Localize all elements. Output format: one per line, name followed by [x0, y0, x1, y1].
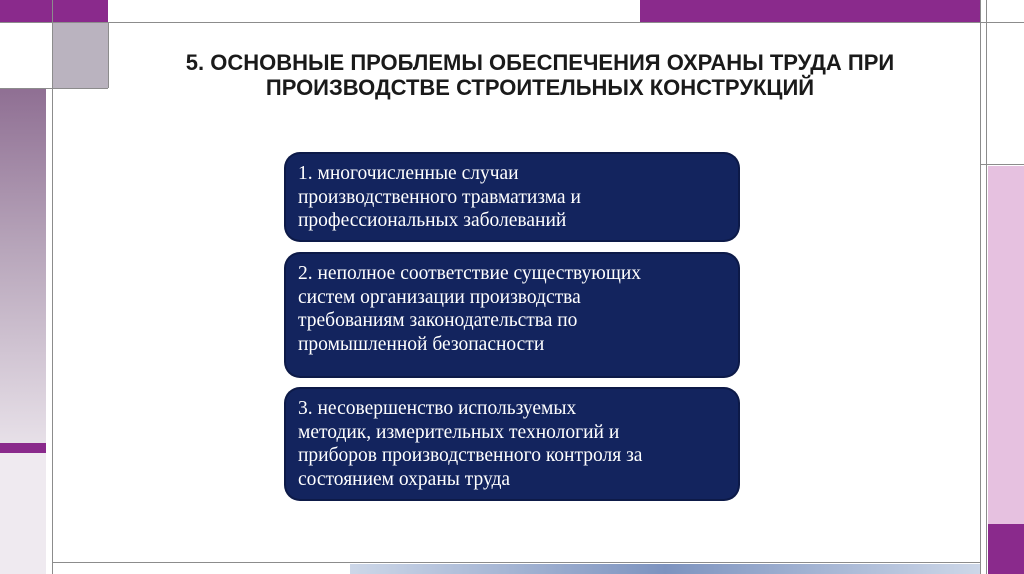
decor-block-left-low [0, 453, 46, 574]
decor-block-left-gradient [0, 88, 46, 443]
slide-title [110, 50, 970, 100]
decor-bar-bottom [350, 564, 980, 574]
problem-box-3 [286, 389, 738, 499]
problem-box-line: промышленной безопасности [298, 333, 545, 355]
frame-line [0, 88, 108, 89]
problem-box-1 [286, 154, 738, 240]
decor-block-right-pink [988, 166, 1024, 524]
frame-line [52, 0, 53, 574]
frame-line [52, 562, 980, 563]
frame-line [980, 164, 1024, 165]
frame-line [980, 0, 981, 574]
problem-box-line: 2. неполное соответствие существующих [298, 263, 642, 284]
problem-box-line: 1. многочисленные случаи [298, 163, 519, 184]
problem-box-line: требованиям законодательства по [298, 310, 578, 331]
problem-box-line: приборов производственного контроля за [298, 445, 643, 466]
problem-box-line: профессиональных заболеваний [298, 210, 567, 231]
decor-block-top-right [640, 0, 980, 22]
decor-block-gray [52, 22, 108, 88]
problem-box-2 [286, 254, 738, 376]
frame-line [108, 22, 109, 88]
problem-box-line: систем организации производства [298, 286, 581, 308]
problem-box-line: 3. несовершенство используемых [298, 398, 577, 419]
decor-band-left [0, 443, 46, 453]
slide-title-line: ПРОИЗВОДСТВЕ СТРОИТЕЛЬНЫХ КОНСТРУКЦИЙ [265, 75, 815, 100]
frame-line [986, 0, 987, 574]
problem-box-line: состоянием охраны труда [298, 468, 511, 490]
problem-box-line: методик, измерительных технологий и [298, 421, 620, 443]
problem-box-line: производственного травматизма и [298, 186, 581, 208]
frame-line [0, 22, 1024, 23]
slide-title-line: 5. ОСНОВНЫЕ ПРОБЛЕМЫ ОБЕСПЕЧЕНИЯ ОХРАНЫ ТРУДА ПРИ [185, 50, 895, 75]
decor-block-right-purple [988, 524, 1024, 574]
decor-block-top-left [0, 0, 108, 22]
